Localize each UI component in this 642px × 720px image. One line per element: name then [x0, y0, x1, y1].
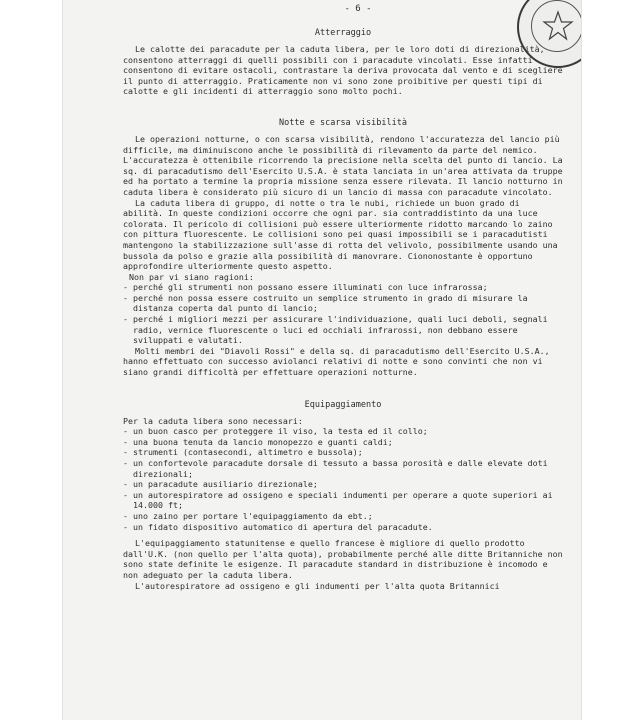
section-title-notte: Notte e scarsa visibilità — [279, 117, 407, 128]
list-item: - un buon casco per proteggere il viso, la testa ed il collo; — [123, 426, 428, 437]
paragraph: L'equipaggiamento statunitense e quello francese è migliore di quello prodotto dall'U.K. (non quello per l'alta quota), probabilmente perché alle ditte Britanniche non sono state definite le esigenze. Il paracadute standard in distribuzione è incomodo e non adeguato per la caduta libera. — [123, 538, 563, 580]
section-title-atterraggio: Atterraggio — [314, 28, 372, 38]
list-intro: Non par vi siano ragioni: — [129, 271, 254, 282]
list-intro: Per la caduta libera sono necessari: — [123, 415, 303, 426]
list-item: - un fidato dispositivo automatico di apertura del paracadute. — [123, 521, 433, 532]
list-item: - perché non possa essere costruito un semplice strumento in grado di misurare la distanza coperta dal punto di lancio; — [123, 292, 528, 314]
equipment-list — [123, 426, 563, 532]
paragraph: La caduta libera di gruppo, di notte o tra le nubi, richiede un buon grado di abilità. In queste condizioni occorre che ogni par. sia contraddistinto da una luce colorata. Il pericolo di collisioni può essere ulteriormente ridotto marcando lo zaino con pittura fluorescente. Le collisioni sono pei quasi impossibili se i paracadutisti mantengono la stabilizzazione sull'asse di rotta del velivolo, possibilmente usando una bussola da polso e grazie alla possibilità di manovrare. Ciononostante è opportuno approfondire ulteriormente questo aspetto. — [123, 197, 558, 272]
list-item: - un paracadute ausiliario direzionale; — [123, 479, 318, 490]
list-item: - un confortevole paracadute dorsale di tessuto a bassa porosità e dalle elevate doti direzionali; — [123, 458, 548, 479]
paragraph: Molti membri dei "Diavoli Rossi" e della sq. di paracadutismo dell'Esercito U.S.A., hanno effettuato con successo aviolanci relativi di notte e sono convinti che non vi siano grandi difficoltà per effettuare operazioni notturne. — [123, 345, 550, 378]
paragraph: Le operazioni notturne, o con scarsa visibilità, rendono l'accuratezza del lancio più difficile, ma diminuiscono anche le possibilità di rilevamento da parte del nemico. L'accuratezza è ottenibile ricorrendo la precisione nella scelta del punto di lancio. La sq. di paracadutismo dell'Esercito U.S.A. è stata lanciata in un'area attivata da truppe ed ha portato a termine la propria missione senza essere rilevata. Il lancio notturno in caduta libera è considerato più sicuro di un lancio di massa con paracadute vincolato. — [123, 133, 563, 197]
reasons-list — [123, 282, 563, 346]
list-item: - una buona tenuta da lancio monopezzo e guanti caldi; — [123, 436, 393, 447]
page-number: - 6 - — [344, 4, 372, 14]
paragraph: L'autorespiratore ad ossigeno e gli indumenti per l'alta quota Britannici — [135, 580, 500, 591]
list-item: - perché gli strumenti non possano essere illuminati con luce infrarossa; — [123, 282, 488, 293]
document-body — [123, 4, 563, 591]
paragraph: Le calotte dei paracadute per la caduta libera, per le loro doti di direzionalità, consentono atterraggi di quelli possibili con i paracadute vincolati. Esse infatti consentono di evitare ostacoli, contrastare la deriva provocata dal vento e di scegliere il punto di atterraggio. Praticamente non vi sono zone proibitive per questi tipi di calotte e gli incidenti di atterraggio sono molto pochi. — [123, 44, 563, 97]
section-title-equipaggiamento: Equipaggiamento — [304, 399, 382, 410]
list-item: - perché i migliori mezzi per assicurare l'individuazione, quali luci deboli, segnali radio, vernice fluorescente o luci ed occhiali infrarossi, non debbano essere sviluppati e valutati. — [123, 314, 548, 346]
document-page — [62, 0, 582, 720]
list-item: - strumenti (contasecondi, altimetro e bussola); — [123, 447, 363, 458]
list-item: - uno zaino per portare l'equipaggiamento da ebt.; — [123, 510, 373, 521]
list-item: - un autorespiratore ad ossigeno e speciali indumenti per operare a quote superiori ai 14.000 ft; — [123, 489, 553, 511]
